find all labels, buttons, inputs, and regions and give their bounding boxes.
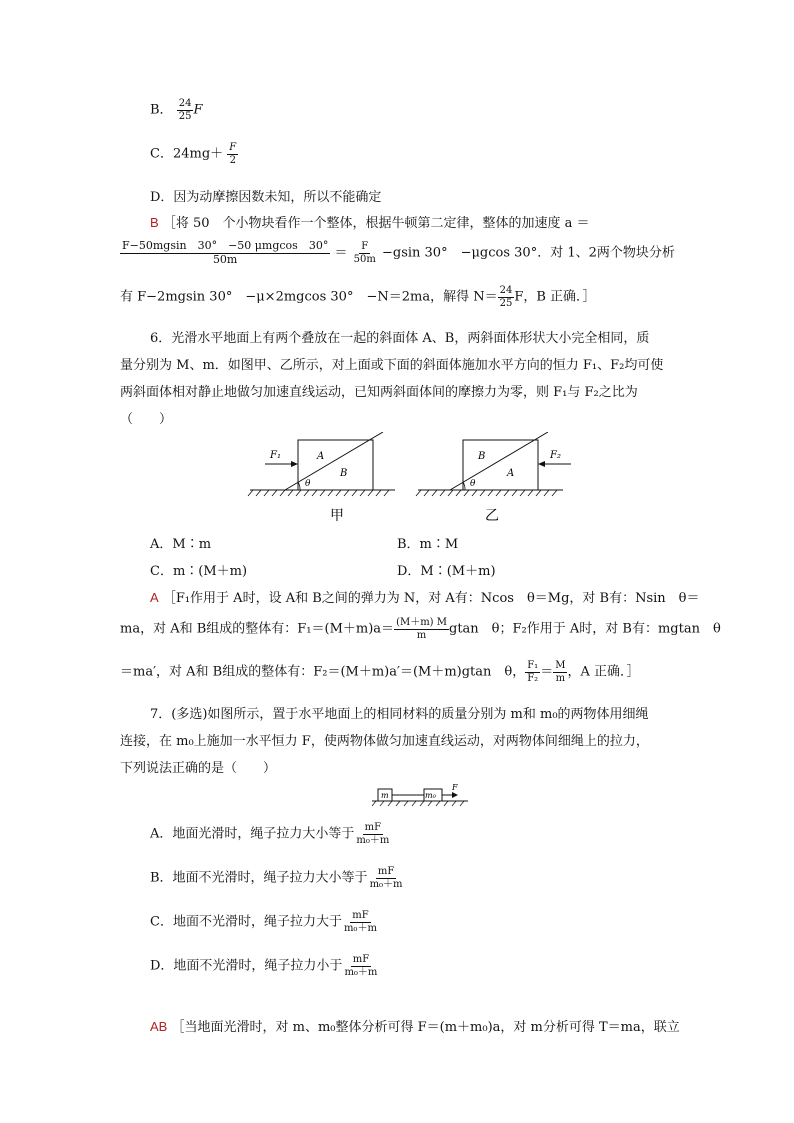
q6-solution-line1: A ［F₁作用于 A时，设 A和 B之间的弹力为 N，对 A有：Ncos θ＝Mg，对 B有：Nsin θ＝ [150,590,700,606]
fraction: $\frac{24}{25}$ [499,285,513,309]
label-m: m [381,791,389,800]
answer-mark: A [150,590,159,605]
fraction: $\frac{mF}{\text{m₀＋m}}$ [343,910,377,934]
figure-jia [248,432,395,524]
q5-option-c: C．24mg＋ $\frac{F}{2}$ [150,142,237,166]
fraction: $\frac{mF}{\text{m₀＋m}}$ [356,822,390,846]
q5-solution-line2: $\frac{\text{F−50mgsin 30° −50 μmgcos 30°}}{50m}$ ＝ $\frac{F}{50m}$ −gsin 30° −μgcos 30°．对 1、2两个物块分析 [122,239,675,266]
label-m0: m₀ [425,791,436,800]
q6-stem-line4: （ ） [120,412,173,427]
theta-label: θ [305,479,311,489]
label-b: B [478,451,486,462]
fraction: $\frac{mF}{\text{m₀＋m}}$ [369,866,403,890]
q7-option-c: C．地面不光滑时，绳子拉力大于 $\frac{mF}{\text{m₀＋m}}$ [150,910,377,934]
q6-option-b: B．m∶M [397,537,459,552]
q7-solution-line1: AB ［当地面光滑时，对 m、m₀整体分析可得 F＝(m＋m₀)a，对 m分析可得 T＝ma，联立 [150,1019,680,1035]
caption-yi: 乙 [485,508,499,524]
q6-stem-line1: 6．光滑水平地面上有两个叠放在一起的斜面体 A、B，两斜面体形状大小完全相同，质 [150,331,650,346]
q6-solution-line3: ＝ma′，对 A和 B组成的整体有：F₂＝(M＋m)a′＝(M＋m)gtan θ， $\frac{\text{F₁}}{\text{F₂}}$ ＝ $\frac{M}{m}$ ，A 正确．］ [120,660,640,684]
q5-option-b: B． $\frac{24}{25}$ F [150,98,203,122]
q6-solution-line2: ma，对 A和 B组成的整体有：F₁＝(M＋m)a＝ $\frac{(M+m) M}{m}$ gtan θ；F₂作用于 A时，对 B有：mgtan θ [120,617,721,641]
fraction: $\frac{F}{50m}$ [353,241,376,265]
q6-figures [245,432,575,527]
q7-stem-line1: 7．(多选)如图所示，置于水平地面上的相同材料的质量分别为 m和 m₀的两物体用细绳 [150,707,649,722]
fraction: $\frac{mF}{\text{m₀＋m}}$ [344,954,378,978]
q6-stem-line2: 量分别为 M、m．如图甲、乙所示，对上面或下面的斜面体施加水平方向的恒力 F₁、F₂均可使 [120,358,664,373]
q5-option-d: D．因为动摩擦因数未知，所以不能确定 [150,190,382,205]
q7-option-a: A．地面光滑时，绳子拉力大小等于 $\frac{mF}{\text{m₀＋m}}$ [150,822,390,846]
label-a: A [507,468,515,479]
caption-jia: 甲 [330,508,344,524]
q7-stem-line2: 连接，在 m₀上施加一水平恒力 F，使两物体做匀加速直线运动，对两物体间细绳上的拉力， [120,734,649,749]
q6-option-d: D．M∶(M＋m) [397,564,496,579]
q5-solution-line1: B ［将 50 个小物块看作一个整体，根据牛顿第二定律，整体的加速度 a ＝ [150,215,590,231]
fraction: $\frac{(M+m) M}{m}$ [396,617,448,641]
label-b: B [340,468,348,479]
q7-stem-line3: 下列说法正确的是（ ） [120,761,277,776]
slope-line [285,432,383,490]
q5-solution-line3: 有 F−2mgsin 30° −μ×2mgcos 30° −N＝2ma，解得 N＝ $\frac{24}{25}$ F，B 正确．］ [120,285,596,309]
q6-option-a: A．M∶m [150,537,212,552]
fraction: $\frac{M}{m}$ [555,660,566,684]
figure-yi [416,432,571,524]
answer-mark: AB [150,1019,168,1034]
force-label: F₂ [550,450,561,461]
label-a: A [317,451,325,462]
theta-label: θ [470,479,476,489]
label-f: F [452,783,458,792]
q7-option-b: B．地面不光滑时，绳子拉力大小等于 $\frac{mF}{\text{m₀＋m}}$ [150,866,403,890]
q6-option-c: C．m∶(M＋m) [150,564,248,579]
q7-figure [370,781,470,807]
fraction: $\frac{F}{2}$ [229,142,237,166]
fraction: $\frac{\text{F−50mgsin 30° −50 μmgcos 30°}}{50m}$ [122,239,329,266]
force-label: F₁ [270,450,281,461]
fraction: $\frac{24}{25}$ [178,98,192,122]
q7-option-d: D．地面不光滑时，绳子拉力小于 $\frac{mF}{\text{m₀＋m}}$ [150,954,378,978]
fraction: $\frac{\text{F₁}}{\text{F₂}}$ [527,660,539,684]
q6-stem-line3: 两斜面体相对静止地做匀加速直线运动，已知两斜面体间的摩擦力为零，则 F₁与 F₂之比为 [120,385,638,400]
answer-mark: B [150,215,159,230]
